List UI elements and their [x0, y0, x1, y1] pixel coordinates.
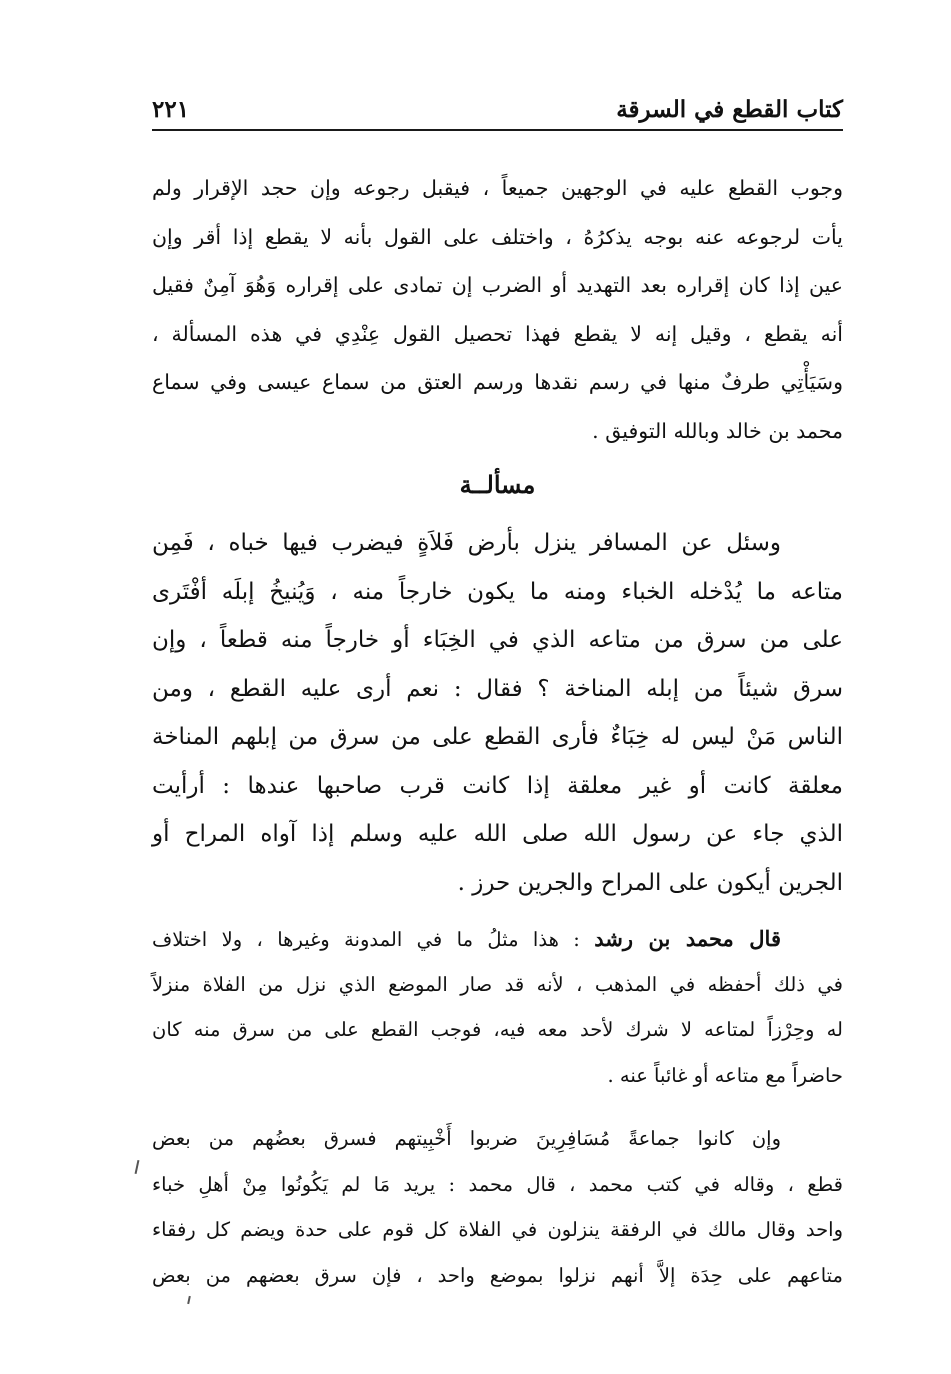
running-title: كتاب القطع في السرقة — [616, 96, 843, 123]
text-line: وإن كانوا جماعةً مُسَافِرِينَ ضربوا أَخْبِيتهم فسرق بعضُهم من بعض — [152, 1127, 782, 1150]
paragraph-continuation — [152, 164, 843, 455]
text-line: على من سرق من متاعه الذي في الخِبَاء أو خارجاً منه قطعاً ، وإن — [152, 627, 843, 653]
text-line: الذي جاء عن رسول الله صلى الله عليه وسلم إذا آواه المراح أو — [152, 821, 843, 847]
header-rule — [152, 129, 843, 131]
page-number: ٢٢١ — [152, 96, 190, 123]
text-line: في ذلك أحفظه في المذهب ، لأنه قد صار الموضع الذي نزل من الفلاة منزلاً — [152, 972, 843, 996]
text-line: سرق شيئاً من إبله المناخة ؟ فقال : نعم أرى عليه القطع ، ومن — [152, 675, 843, 702]
text-line: محمد بن خالد وبالله التوفيق . — [592, 418, 843, 443]
text-line: معلقة كانت أو غير معلقة إذا كانت قرب صاحبها عندها : أرأيت — [152, 772, 843, 799]
text-line: متاعهم على حِدَة إلاَّ أنهم نزلوا بموضع واحد ، فإن سرق بعضهم من بعض — [152, 1263, 843, 1287]
text-line: وسَيَأْتِي طرفٌ منها في رسم نقدها ورسم العتق من سماع عيسى وفي سماع — [152, 370, 843, 394]
text-line: حاضراً مع متاعه أو غائباً عنه . — [607, 1063, 843, 1087]
text-line: وسئل عن المسافر ينزل بأرض فَلاَةٍ فيضرب فيها خباه ، فَمِن — [152, 530, 781, 556]
text-line: عين إذا كان إقراره بعد التهديد أو الضرب إن تمادى على إقراره وَهُوَ آمِنٌ فقيل — [152, 273, 843, 297]
text-line: قطع ، وقاله في كتب محمد ، قال محمد : يريد مَا لم يَكُونُوا مِنْ أهلِ خباء — [152, 1172, 843, 1196]
commentary-opening: : هذا مثلُ ما في المدونة وغيرها ، ولا اختلاف — [152, 928, 595, 951]
scan-speck — [187, 1296, 191, 1304]
commentary-paragraph — [152, 916, 843, 1098]
scan-speck — [135, 1160, 140, 1174]
text-line: له وحِرْزاً لمتاعه لا شرك لأحد معه فيه، فوجب القطع على من سرق منه كان — [152, 1018, 843, 1041]
page-header — [152, 92, 843, 126]
commentator-name: قال محمد بن رشد — [594, 926, 781, 951]
ruling-paragraph — [152, 1116, 843, 1298]
question-paragraph — [152, 519, 843, 907]
text-line: واحد وقال مالك في الرفقة ينزلون في الفلاة كل قوم على حدة ويضم كل رفقاء — [152, 1218, 843, 1241]
text-line: الجرين أيكون على المراح والجرين حرز . — [457, 869, 843, 896]
text-line — [152, 916, 843, 962]
text-line: وجوب القطع عليه في الوجهين جميعاً ، فيقبل رجوعه وإن حجد الإقرار ولم — [152, 176, 843, 200]
text-line: أنه يقطع ، وقيل إنه لا يقطع فهذا تحصيل القول عِنْدِي في هذه المسألة ، — [152, 321, 843, 346]
text-line: متاعه ما يُدْخله الخباء ومنه ما يكون خارجاً منه ، وَيُنيخُ إبلَه أفْتَرى — [152, 578, 843, 605]
text-line: الناس مَنْ ليس له خِبَاءٌ فأرى القطع على من سرق من إبلهم المناخة — [152, 724, 843, 750]
section-heading: مسألــة — [459, 470, 536, 499]
text-line: يأت لرجوعه عنه بوجه يذكرُهُ ، واختلف على القول بأنه لا يقطع إذا أقر وإن — [152, 224, 843, 249]
